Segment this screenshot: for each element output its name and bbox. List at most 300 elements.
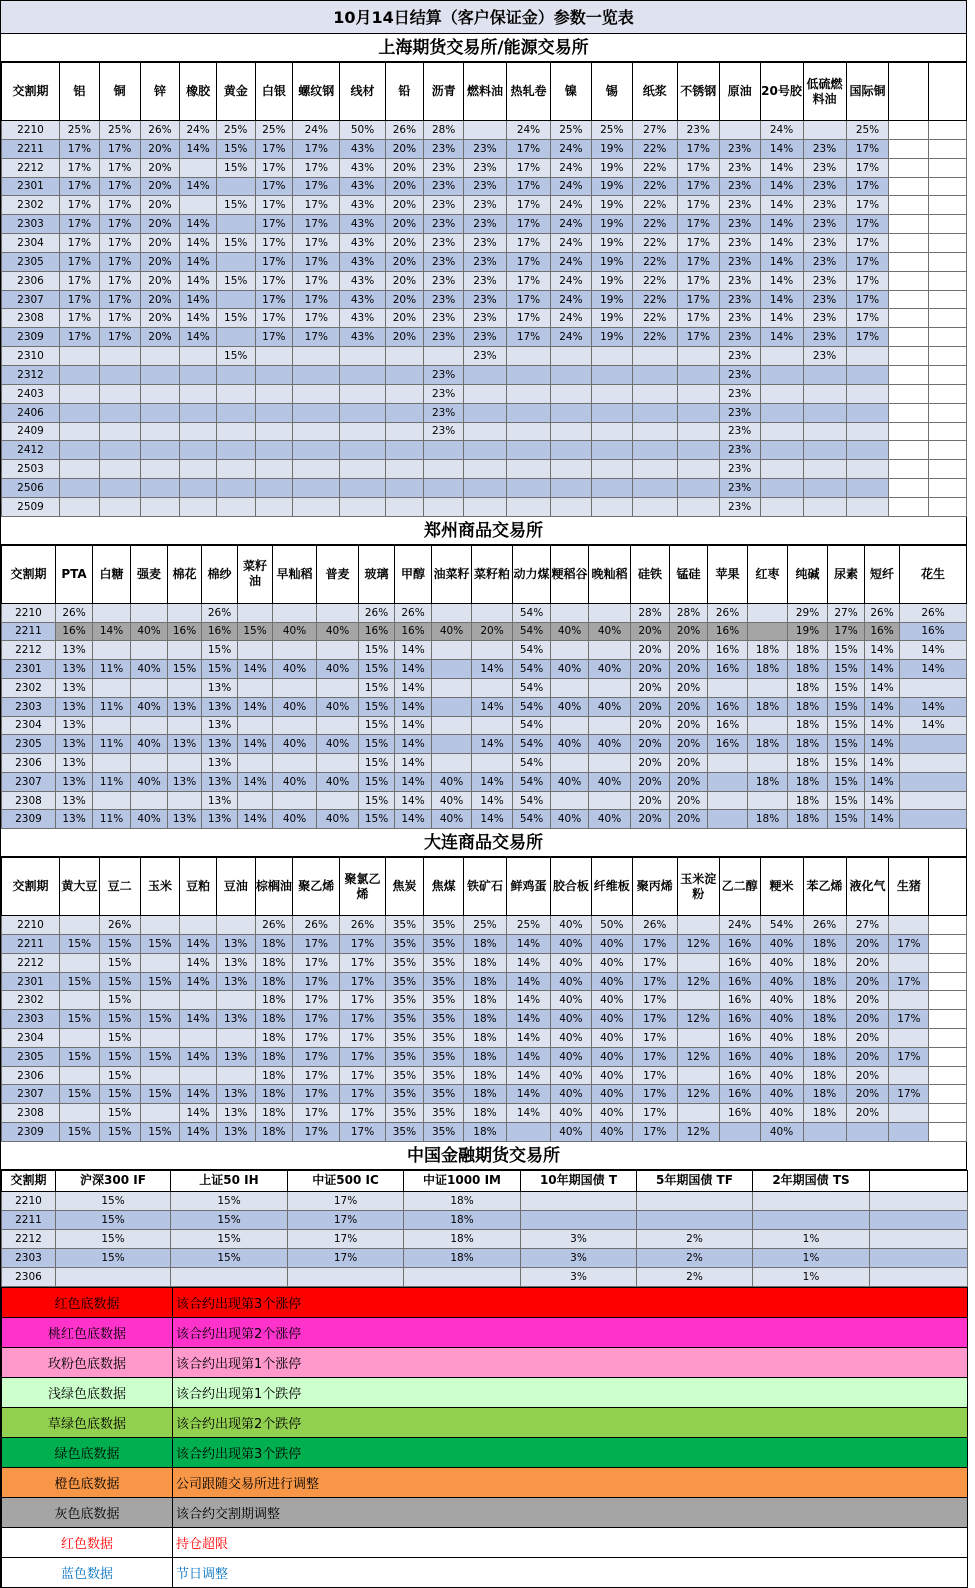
margin-cell: 20% [631,641,670,660]
margin-cell: 20% [846,1047,889,1066]
margin-cell: 35% [385,991,424,1010]
margin-cell [140,479,180,498]
margin-cell: 13% [56,641,93,660]
margin-cell: 40% [589,660,631,679]
delivery-period-cell: 2406 [2,403,60,422]
margin-cell [760,479,803,498]
margin-cell: 18% [803,991,846,1010]
margin-cell: 15% [60,1010,100,1029]
margin-cell: 13% [168,697,202,716]
margin-cell: 20% [631,622,670,641]
margin-cell [432,697,472,716]
margin-cell: 18% [255,991,293,1010]
margin-cell [317,791,359,810]
margin-cell: 14% [180,328,217,347]
margin-cell: 18% [788,754,828,773]
margin-cell: 17% [889,972,929,991]
margin-cell: 14% [506,1029,550,1048]
margin-cell: 35% [385,953,424,972]
margin-cell: 15% [140,972,180,991]
margin-cell [551,678,589,697]
margin-cell: 54% [513,622,551,641]
margin-cell [60,953,100,972]
margin-cell [632,497,677,516]
margin-cell: 24% [293,121,340,140]
margin-cell: 15% [99,1123,140,1142]
legend-label: 玫粉色底数据 [2,1347,173,1377]
margin-cell: 17% [293,1029,340,1048]
delivery-period-cell: 2305 [2,735,56,754]
margin-cell: 17% [677,234,719,253]
margin-cell [385,497,424,516]
margin-cell: 16% [900,622,967,641]
margin-cell: 13% [202,772,238,791]
margin-cell: 23% [463,139,506,158]
margin-cell: 17% [293,1104,340,1123]
margin-cell: 23% [424,158,464,177]
margin-cell: 17% [60,290,100,309]
table-row [2,384,967,403]
margin-cell [99,497,140,516]
margin-cell [889,1066,929,1085]
margin-cell: 23% [463,234,506,253]
margin-cell: 20% [846,1104,889,1123]
column-header [870,1170,968,1191]
margin-cell [889,422,929,441]
margin-cell: 17% [293,972,340,991]
margin-cell: 24% [551,309,592,328]
margin-cell: 18% [748,641,788,660]
margin-cell [293,460,340,479]
margin-cell [216,215,255,234]
column-header: 动力煤 [513,545,551,603]
margin-cell: 18% [404,1210,521,1229]
margin-cell [889,497,929,516]
margin-cell: 17% [99,215,140,234]
margin-cell: 22% [632,139,677,158]
dce-section-title: 大连商品交易所 [1,829,967,857]
column-header: 粳米 [760,858,803,916]
margin-cell: 22% [632,290,677,309]
margin-cell: 13% [56,735,93,754]
margin-cell: 18% [255,1085,293,1104]
margin-cell [900,791,967,810]
margin-cell: 22% [632,196,677,215]
margin-cell [216,1029,255,1048]
margin-cell: 40% [760,1029,803,1048]
margin-cell: 40% [760,953,803,972]
column-header [929,858,967,916]
margin-cell [929,1010,967,1029]
delivery-period-cell: 2212 [2,1229,56,1248]
margin-cell: 24% [551,196,592,215]
table-row [2,328,967,347]
margin-cell [632,384,677,403]
delivery-period-cell: 2310 [2,347,60,366]
table-row [2,1229,968,1248]
margin-cell: 16% [202,622,238,641]
margin-cell: 20% [140,234,180,253]
margin-cell: 14% [180,972,217,991]
margin-cell [889,234,929,253]
margin-cell: 20% [670,716,708,735]
margin-cell: 27% [846,916,889,935]
margin-cell [140,384,180,403]
margin-cell: 23% [719,139,760,158]
margin-cell: 27% [828,603,865,622]
margin-cell [846,384,889,403]
margin-cell: 18% [748,660,788,679]
margin-cell: 17% [293,290,340,309]
margin-cell [385,460,424,479]
margin-cell [677,365,719,384]
column-header: 液化气 [846,858,889,916]
margin-cell: 40% [591,1029,632,1048]
delivery-period-cell: 2302 [2,196,60,215]
margin-cell: 43% [340,290,385,309]
margin-cell: 40% [589,622,631,641]
margin-cell [385,479,424,498]
margin-cell: 22% [632,252,677,271]
margin-cell [432,603,472,622]
margin-cell: 11% [93,697,131,716]
margin-cell: 17% [255,271,293,290]
margin-cell: 23% [424,234,464,253]
column-header: 聚乙烯 [293,858,340,916]
margin-cell: 40% [591,991,632,1010]
margin-cell: 35% [424,1085,464,1104]
margin-cell [846,403,889,422]
margin-cell: 23% [424,215,464,234]
margin-cell [255,384,293,403]
margin-cell: 18% [463,1010,506,1029]
margin-cell: 40% [551,1123,592,1142]
margin-cell: 17% [60,252,100,271]
margin-cell [255,403,293,422]
page-title: 10月14日结算（客户保证金）参数一览表 [1,1,967,34]
margin-cell [93,754,131,773]
column-header: 20号胶 [760,63,803,121]
margin-cell: 17% [60,196,100,215]
column-header: 玻璃 [359,545,395,603]
margin-cell: 22% [632,158,677,177]
table-row [2,1104,967,1123]
margin-cell: 23% [719,460,760,479]
margin-cell: 15% [359,697,395,716]
column-header: 5年期国债 TF [637,1170,753,1191]
margin-cell: 16% [719,991,760,1010]
column-header: 白银 [255,63,293,121]
margin-cell: 17% [60,139,100,158]
margin-cell [803,441,846,460]
table-row [2,1010,967,1029]
czce-table [1,545,967,830]
legend-label: 红色数据 [2,1527,173,1557]
margin-cell [131,641,168,660]
margin-cell: 20% [140,328,180,347]
table-row [2,1029,967,1048]
margin-cell: 40% [591,1123,632,1142]
margin-cell: 14% [506,935,550,954]
margin-cell: 40% [432,791,472,810]
margin-cell: 13% [202,754,238,773]
margin-cell: 18% [255,1123,293,1142]
margin-cell: 14% [506,972,550,991]
margin-cell: 54% [760,916,803,935]
margin-cell: 23% [803,177,846,196]
margin-cell: 23% [463,215,506,234]
margin-cell: 25% [591,121,632,140]
margin-cell: 11% [93,772,131,791]
margin-cell: 25% [551,121,592,140]
margin-cell: 20% [385,271,424,290]
delivery-period-cell: 2403 [2,384,60,403]
margin-cell: 16% [719,1104,760,1123]
margin-cell: 17% [293,234,340,253]
margin-cell: 40% [551,735,589,754]
margin-cell [93,716,131,735]
margin-cell: 40% [760,972,803,991]
margin-cell [677,1029,719,1048]
delivery-period-cell: 2303 [2,1010,60,1029]
column-header: 锰硅 [670,545,708,603]
header-row [2,858,967,916]
margin-cell: 20% [140,290,180,309]
margin-cell: 18% [788,735,828,754]
margin-cell: 40% [551,953,592,972]
margin-cell: 16% [719,1085,760,1104]
delivery-period-cell: 2304 [2,716,56,735]
margin-cell [463,497,506,516]
margin-cell: 25% [506,916,550,935]
margin-cell: 17% [506,234,550,253]
margin-cell: 16% [708,641,748,660]
margin-cell: 26% [385,121,424,140]
margin-cell [929,972,967,991]
table-row [2,641,967,660]
margin-cell [140,1029,180,1048]
legend-row [2,1347,968,1377]
margin-cell [385,422,424,441]
margin-cell: 23% [424,252,464,271]
margin-cell: 43% [340,215,385,234]
margin-cell: 23% [719,215,760,234]
margin-cell: 14% [472,697,513,716]
margin-cell: 20% [385,139,424,158]
table-row [2,1066,967,1085]
margin-cell: 24% [719,916,760,935]
margin-cell [677,1066,719,1085]
margin-cell: 19% [591,177,632,196]
margin-cell: 15% [56,1229,171,1248]
margin-cell: 54% [513,641,551,660]
margin-cell: 18% [803,972,846,991]
margin-cell: 20% [631,660,670,679]
margin-cell: 43% [340,271,385,290]
margin-cell: 14% [472,660,513,679]
margin-cell [591,422,632,441]
margin-cell [929,365,967,384]
margin-cell: 23% [719,403,760,422]
margin-cell [929,403,967,422]
margin-cell: 23% [803,309,846,328]
column-header: 聚丙烯 [632,858,677,916]
margin-cell: 40% [591,972,632,991]
margin-cell [506,384,550,403]
margin-cell: 26% [632,916,677,935]
margin-cell: 54% [513,791,551,810]
margin-cell: 20% [631,772,670,791]
margin-cell [551,791,589,810]
column-header: 中证500 IC [288,1170,404,1191]
margin-cell: 18% [748,772,788,791]
margin-cell: 15% [140,1010,180,1029]
margin-cell [632,479,677,498]
margin-cell [506,422,550,441]
header-row [2,63,967,121]
margin-cell: 23% [719,347,760,366]
czce-section-title: 郑州商品交易所 [1,517,967,545]
margin-cell: 35% [424,916,464,935]
margin-cell [140,991,180,1010]
margin-cell: 20% [140,196,180,215]
margin-cell [131,678,168,697]
margin-cell: 14% [180,1085,217,1104]
margin-cell: 17% [846,252,889,271]
delivery-period-cell: 2503 [2,460,60,479]
margin-cell [60,460,100,479]
margin-cell: 20% [846,1010,889,1029]
margin-cell: 18% [788,791,828,810]
margin-cell [340,497,385,516]
margin-cell [472,754,513,773]
margin-cell: 25% [60,121,100,140]
margin-cell: 17% [293,935,340,954]
margin-cell [273,791,317,810]
margin-cell: 17% [293,177,340,196]
margin-cell: 26% [293,916,340,935]
column-header: 不锈钢 [677,63,719,121]
margin-cell: 40% [591,953,632,972]
margin-cell: 15% [359,735,395,754]
margin-cell [273,678,317,697]
margin-cell: 23% [803,290,846,309]
margin-cell: 40% [760,935,803,954]
margin-cell: 20% [631,810,670,829]
margin-cell: 26% [99,916,140,935]
legend-row [2,1377,968,1407]
margin-cell: 25% [846,121,889,140]
margin-cell [889,460,929,479]
column-header: 焦煤 [424,858,464,916]
margin-cell [929,215,967,234]
margin-cell: 35% [385,1123,424,1142]
margin-cell [293,347,340,366]
margin-cell: 17% [846,271,889,290]
margin-cell: 23% [719,252,760,271]
margin-cell: 22% [632,328,677,347]
margin-cell: 18% [463,991,506,1010]
margin-cell [708,810,748,829]
margin-cell: 40% [551,972,592,991]
margin-cell [238,754,273,773]
cffex-section-title: 中国金融期货交易所 [1,1142,967,1170]
table-row [2,234,967,253]
column-header: 低硫燃料油 [803,63,846,121]
margin-cell [472,641,513,660]
margin-cell [889,271,929,290]
margin-cell: 17% [60,177,100,196]
margin-cell: 17% [846,234,889,253]
column-header: 棕榈油 [255,858,293,916]
margin-cell: 18% [748,697,788,716]
margin-cell: 13% [202,678,238,697]
margin-cell: 25% [99,121,140,140]
table-row [2,697,967,716]
margin-cell: 20% [670,791,708,810]
margin-cell [591,403,632,422]
margin-cell: 17% [632,1123,677,1142]
margin-cell: 15% [216,271,255,290]
margin-cell: 15% [828,697,865,716]
margin-cell: 14% [506,1010,550,1029]
margin-cell: 17% [99,158,140,177]
margin-cell [889,1123,929,1142]
margin-cell: 23% [463,347,506,366]
margin-cell [803,479,846,498]
margin-cell: 15% [171,1229,288,1248]
margin-cell [180,497,217,516]
margin-cell [591,441,632,460]
margin-cell [889,991,929,1010]
margin-cell: 18% [463,1123,506,1142]
margin-cell: 20% [140,158,180,177]
margin-cell: 14% [395,641,432,660]
margin-cell: 54% [513,754,551,773]
margin-cell: 17% [677,328,719,347]
margin-cell: 40% [591,1047,632,1066]
margin-cell [889,384,929,403]
margin-cell: 43% [340,309,385,328]
table-row [2,603,967,622]
margin-cell [171,1267,288,1286]
margin-cell: 20% [670,697,708,716]
margin-cell [551,441,592,460]
margin-cell: 18% [748,810,788,829]
margin-cell: 14% [506,1104,550,1123]
margin-cell: 15% [171,1210,288,1229]
margin-cell: 17% [99,290,140,309]
delivery-period-cell: 2212 [2,953,60,972]
margin-cell [929,384,967,403]
margin-cell [929,1047,967,1066]
margin-cell [760,441,803,460]
margin-cell: 18% [255,1029,293,1048]
delivery-period-cell: 2303 [2,215,60,234]
margin-cell: 16% [359,622,395,641]
margin-cell [677,953,719,972]
margin-cell: 17% [293,196,340,215]
margin-cell: 35% [385,972,424,991]
margin-cell: 17% [288,1229,404,1248]
margin-cell: 54% [513,716,551,735]
margin-cell: 15% [99,1029,140,1048]
margin-cell: 14% [472,735,513,754]
margin-cell: 13% [216,935,255,954]
margin-cell: 23% [424,422,464,441]
margin-cell [180,479,217,498]
margin-cell: 17% [632,1029,677,1048]
